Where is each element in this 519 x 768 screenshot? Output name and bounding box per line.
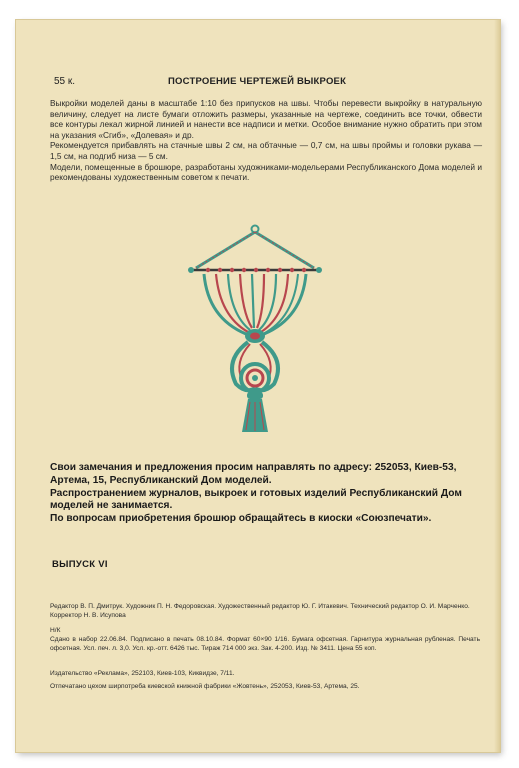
intro-text xyxy=(50,98,482,183)
print-details: Сдано в набор 22.06.84. Подписано в печать 08.10.84. Формат 60×90 1/16. Бумага офсетная. Гарнитура журнальная рубленая. Печать офсетная. Усл. печ. л. 3,0. Усл. кр.-отт. 6426 тыс. Тираж 714 000 экз. Зак. 4-200. Изд. № 3411. Цена 55 коп. xyxy=(50,636,480,652)
contact-notice xyxy=(50,462,474,526)
macrame-hanger-icon xyxy=(180,218,330,438)
intro-paragraph-seams: Рекомендуется прибавлять на стачные швы 2 см, на обтачные — 0,7 см, на швы проймы и головки рукава — 1,5 см, на подгиб низа — 5 см. xyxy=(50,140,482,161)
notice-address: Свои замечания и предложения просим направлять по адресу: 252053, Киев-53, Артема, 15, Республиканский Дом моделей. xyxy=(50,462,457,486)
publisher-info: Издательство «Реклама», 252103, Киев-103, Киквидзе, 7/11. xyxy=(50,670,235,677)
hk-mark: Н/К xyxy=(50,627,61,634)
issue-number: ВЫПУСК VI xyxy=(52,559,108,570)
page-title: ПОСТРОЕНИЕ ЧЕРТЕЖЕЙ ВЫКРОЕК xyxy=(168,76,347,87)
notice-kiosks: По вопросам приобретения брошюр обращайтесь в киоски «Союзпечати». xyxy=(50,513,432,525)
notice-distribution: Распространением журналов, выкроек и готовых изделий Республиканский Дом моделей не занимается. xyxy=(50,487,462,512)
intro-paragraph-models: Модели, помещенные в брошюре, разработаны художниками-модельерами Республиканского Дома моделей и рекомендованы художественным советом к печати. xyxy=(50,161,482,183)
editorial-credits xyxy=(50,602,482,620)
price-label: 55 к. xyxy=(54,76,76,87)
intro-paragraph-scale: Выкройки моделей даны в масштабе 1:10 без припусков на швы. Чтобы перевести выкройку в натуральную величину, следует на листе бумаги отложить размеры, указанные на чертеже, соединить все точки, обвести все контуры лекал жирной линией и нанести все надписи и метки. Особое внимание нужно обратить при этом на указания «Сгиб», «Долевая» и др. xyxy=(50,98,482,140)
printer-info: Отпечатано цехом ширпотреба киевской книжной фабрики «Жовтень», 252053, Киев-53, Артема, 25. xyxy=(50,683,360,690)
credits-editors: Редактор В. П. Дмитрук. Художник П. Н. Федоровская. Художественный редактор Ю. Г. Итакевич. Технический редактор О. И. Марченко. Корректор Н. В. Исупова xyxy=(50,603,470,619)
